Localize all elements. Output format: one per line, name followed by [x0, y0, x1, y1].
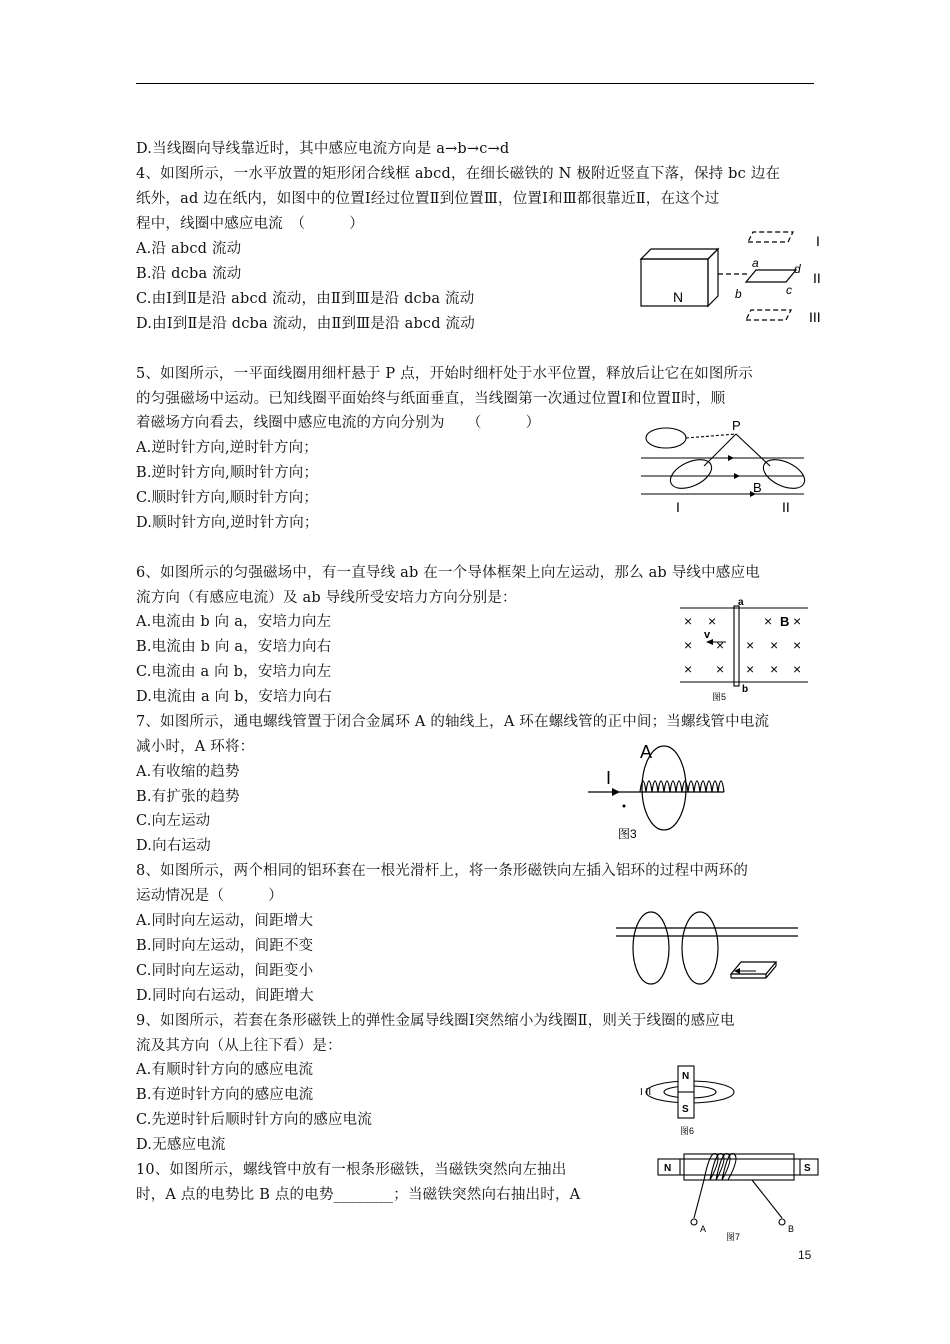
position-1-label: I — [676, 499, 680, 515]
coil-a-label: a — [752, 256, 759, 270]
figure-q5-pendulum-coil — [636, 416, 816, 516]
option-d: D.电流由 a 向 b，安培力向右 — [136, 689, 332, 705]
page-number: 15 — [798, 1248, 812, 1262]
option-b: B.同时向左运动，间距不变 — [136, 938, 314, 954]
option-a: A.有顺时针方向的感应电流 — [136, 1062, 314, 1078]
coil-b-label: b — [735, 287, 742, 301]
position-3-label: III — [809, 309, 821, 325]
field-b-label: B — [780, 614, 790, 629]
option-d: D.由Ⅰ到Ⅱ是沿 dcba 流动，由Ⅱ到Ⅲ是沿 abcd 流动 — [136, 316, 475, 332]
svg-text:×: × — [793, 661, 802, 677]
magnet-n-label: N — [673, 289, 684, 305]
terminal-a-label: A — [700, 1224, 707, 1234]
current-i-label: I — [606, 768, 612, 788]
figure-q4-magnet-coil — [636, 226, 836, 330]
option-c: C.由Ⅰ到Ⅱ是沿 abcd 流动，由Ⅱ到Ⅲ是沿 dcba 流动 — [136, 291, 475, 307]
option-a: A.有收缩的趋势 — [136, 764, 240, 780]
figure-q8-rings-magnet — [616, 910, 806, 988]
option-c: C.电流由 a 向 b，安培力向左 — [136, 664, 332, 680]
position-2-label: II — [782, 499, 790, 515]
question-4-line: 4、如图所示，一水平放置的矩形闭合线框 abcd，在细长磁铁的 N 极附近竖直下落，保持 bc 边在 — [136, 166, 781, 182]
figure-caption: 图3 — [618, 827, 637, 841]
header-rule — [136, 83, 814, 84]
option-b: B.沿 dcba 流动 — [136, 266, 242, 282]
option-b: B.有逆时针方向的感应电流 — [136, 1087, 314, 1103]
text-line: 时，A 点的电势比 B 点的电势________；当磁铁突然向右抽出时，A — [136, 1187, 581, 1203]
figure-q9-magnet-coils — [640, 1060, 760, 1140]
question-6-line: 6、如图所示的匀强磁场中，有一直导线 ab 在一个导体框架上向左运动，那么 ab 导线中感应电 — [136, 565, 760, 581]
figure-q7-solenoid-ring — [584, 740, 744, 844]
option-b: B.逆时针方向,顺时针方向； — [136, 465, 319, 481]
option-a: A.同时向左运动，间距增大 — [136, 913, 314, 929]
option-d: D.无感应电流 — [136, 1137, 226, 1153]
svg-text:×: × — [764, 613, 773, 629]
svg-text:×: × — [684, 637, 693, 653]
position-1-label: I — [816, 233, 820, 249]
position-2-label: II — [813, 270, 821, 286]
svg-text:×: × — [716, 637, 725, 653]
svg-text:×: × — [684, 661, 693, 677]
svg-text:×: × — [746, 637, 755, 653]
option-d: D.同时向右运动，间距增大 — [136, 988, 314, 1004]
magnet-n-label: N — [682, 1071, 690, 1082]
text-line: D.当线圈向导线靠近时，其中感应电流方向是 a→b→c→d — [136, 141, 510, 157]
svg-text:×: × — [684, 613, 693, 629]
option-c: C.向左运动 — [136, 813, 211, 829]
terminal-b-label: B — [788, 1224, 795, 1234]
field-b-label: B — [753, 480, 762, 495]
question-10-line: 10、如图所示，螺线管中放有一根条形磁铁，当磁铁突然向左抽出 — [136, 1162, 567, 1178]
text-line: 流方向（有感应电流）及 ab 导线所受安培力方向分别是： — [136, 590, 517, 606]
svg-text:×: × — [746, 661, 755, 677]
option-b: B.电流由 b 向 a，安培力向右 — [136, 639, 332, 655]
option-a: A.电流由 b 向 a，安培力向左 — [136, 614, 332, 630]
text-line: 程中，线圈中感应电流 （ ） — [136, 216, 364, 232]
option-c: C.先逆时针后顺时针方向的感应电流 — [136, 1112, 373, 1128]
option-a: A.沿 abcd 流动 — [136, 241, 242, 257]
svg-text:×: × — [716, 661, 725, 677]
figure-caption: 图5 — [712, 692, 727, 702]
figure-caption: 图7 — [726, 1232, 741, 1242]
text-line: 运动情况是（ ） — [136, 888, 283, 904]
option-a: A.逆时针方向,逆时针方向； — [136, 440, 318, 456]
ring-a-label: A — [640, 742, 653, 762]
svg-text:×: × — [770, 637, 779, 653]
magnet-s-label: S — [804, 1163, 811, 1174]
question-7-line: 7、如图所示，通电螺线管置于闭合金属环 A 的轴线上，A 环在螺线管的正中间；当螺线管中电流 — [136, 714, 770, 730]
option-b: B.有扩张的趋势 — [136, 789, 240, 805]
option-c: C.顺时针方向,顺时针方向； — [136, 490, 319, 506]
svg-text:×: × — [770, 661, 779, 677]
option-d: D.向右运动 — [136, 838, 211, 854]
magnet-s-label: S — [682, 1104, 689, 1115]
question-5-line: 5、如图所示，一平面线圈用细杆悬于 P 点，开始时细杆处于水平位置，释放后让它在如图所示 — [136, 366, 753, 382]
svg-text:×: × — [793, 637, 802, 653]
text-line: 减小时，A 环将： — [136, 739, 255, 755]
text-line: 着磁场方向看去，线圈中感应电流的方向分别为 （ ） — [136, 415, 541, 431]
svg-text:×: × — [793, 613, 802, 629]
figure-q6-wire-rails — [676, 596, 816, 704]
figure-q10-solenoid-magnet — [654, 1150, 824, 1242]
text-line: 纸外，ad 边在纸内，如图中的位置Ⅰ经过位置Ⅱ到位置Ⅲ，位置Ⅰ和Ⅲ都很靠近Ⅱ，在这个过 — [136, 191, 720, 207]
pivot-p-label: P — [732, 418, 741, 433]
question-8-line: 8、如图所示，两个相同的铝环套在一根光滑杆上，将一条形磁铁向左插入铝环的过程中两环的 — [136, 863, 749, 879]
text-line: 流及其方向（从上往下看）是： — [136, 1038, 342, 1054]
coil-c-label: c — [786, 283, 792, 297]
coil-labels: I II — [640, 1087, 652, 1098]
coil-d-label: d — [794, 262, 801, 276]
option-d: D.顺时针方向,逆时针方向； — [136, 515, 319, 531]
wire-a-label: a — [738, 597, 744, 608]
velocity-v-label: v — [704, 629, 711, 641]
text-line: 的匀强磁场中运动。已知线圈平面始终与纸面垂直，当线圈第一次通过位置Ⅰ和位置Ⅱ时，顺 — [136, 391, 726, 407]
magnet-n-label: N — [664, 1163, 672, 1174]
option-c: C.同时向左运动，间距变小 — [136, 963, 314, 979]
wire-b-label: b — [742, 684, 749, 695]
figure-caption: 图6 — [680, 1126, 695, 1136]
question-9-line: 9、如图所示，若套在条形磁铁上的弹性金属导线圈Ⅰ突然缩小为线圈Ⅱ，则关于线圈的感应电 — [136, 1013, 735, 1029]
svg-text:×: × — [708, 613, 717, 629]
